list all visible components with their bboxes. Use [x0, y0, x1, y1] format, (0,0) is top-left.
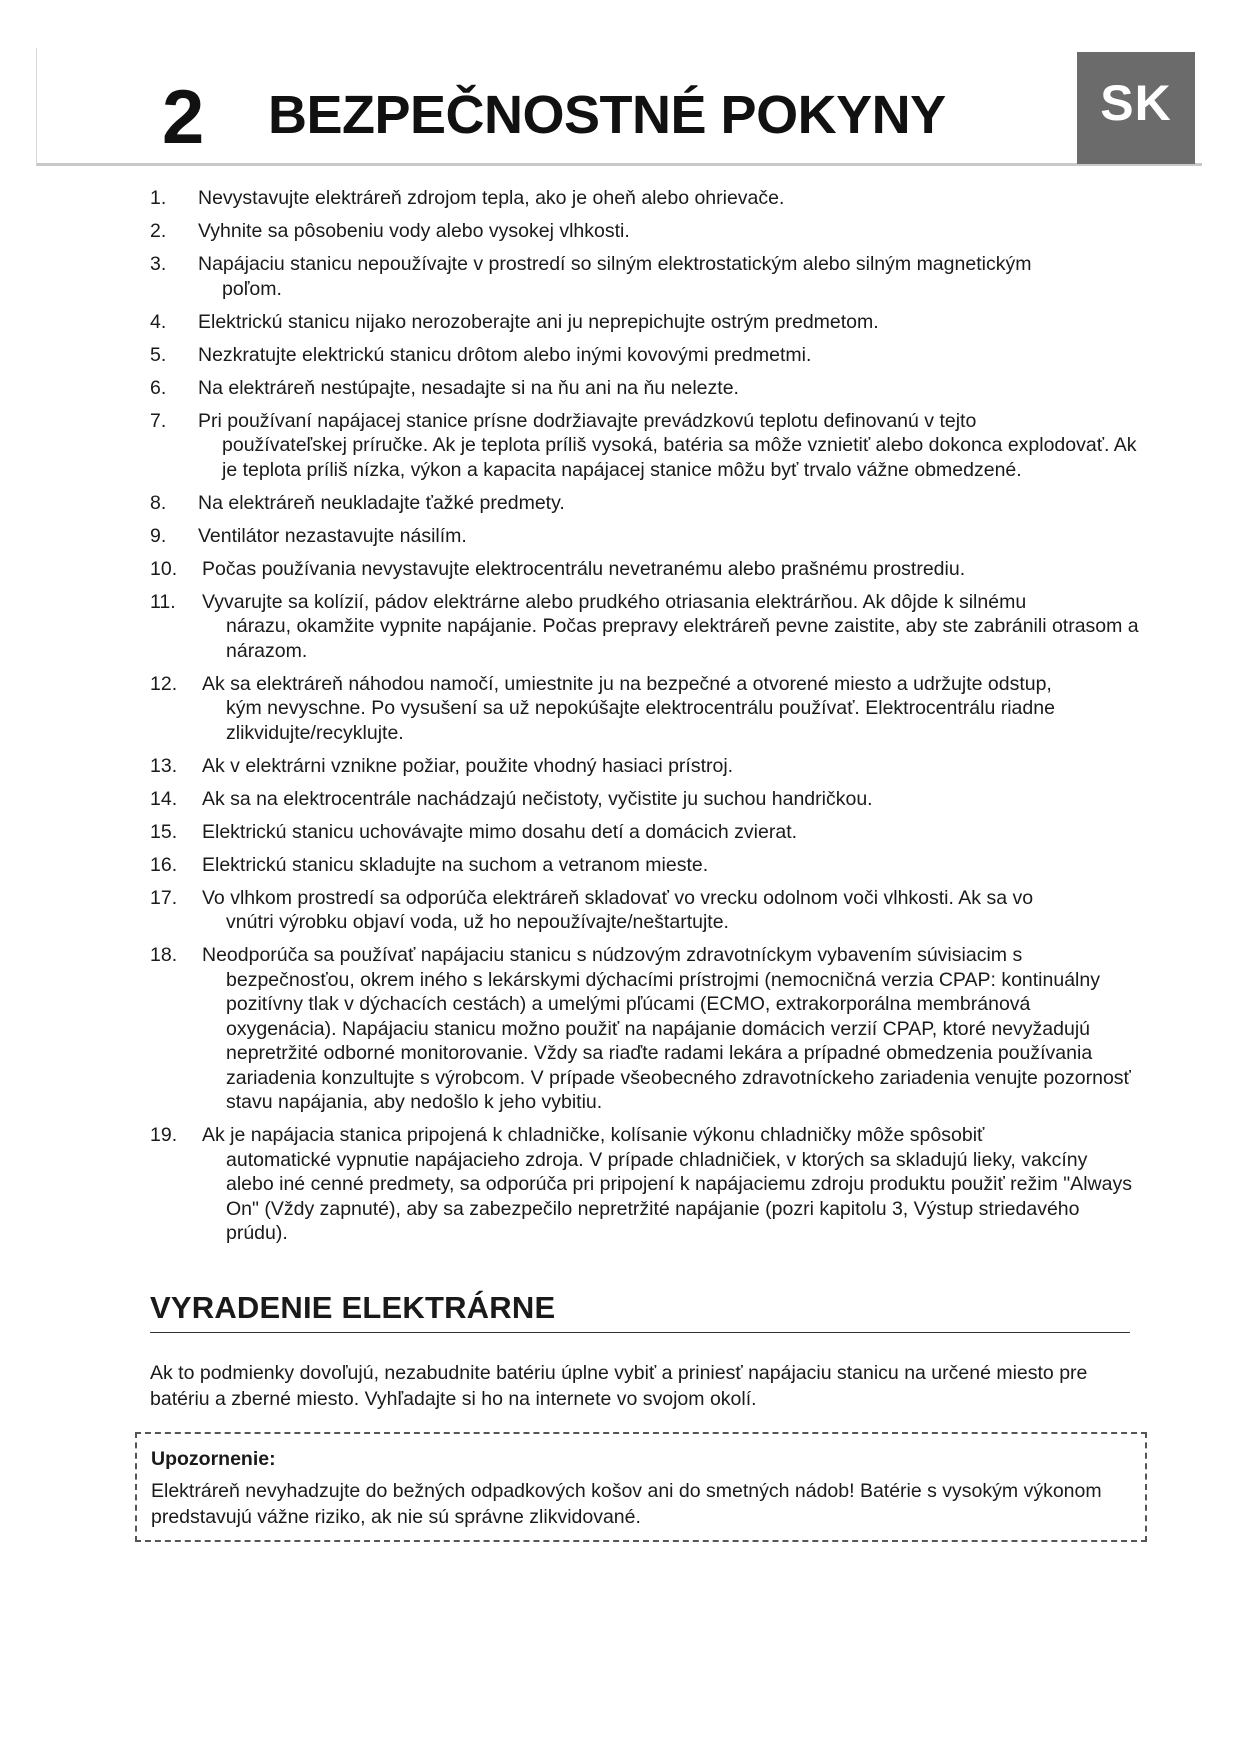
item-number: 7. — [150, 409, 167, 432]
item-text: Počas používania nevystavujte elektrocentrálu nevetranému alebo prašnému prostrediu. — [202, 557, 966, 580]
disposal-text: Ak to podmienky dovoľujú, nezabudnite batériu úplne vybiť a priniesť napájaciu stanicu na určené miesto pre batériu a zberné miesto. Vyhľadajte si ho na internete vo svojom okolí. — [150, 1362, 1088, 1410]
list-item — [150, 590, 1140, 664]
item-number: 13. — [150, 754, 178, 777]
item-text-continuation: používateľskej príručke. Ak je teplota príliš vysoká, batéria sa môže vznietiť alebo dokonca explodovať. Ak je teplota príliš nízka, výkon a kapacita napájacej stanice môžu byť trvalo vážne obmedzené. — [222, 434, 1137, 481]
list-item — [150, 376, 1140, 401]
warning-notice-box — [135, 1432, 1147, 1542]
item-text: Vyhnite sa pôsobeniu vody alebo vysokej vlhkosti. — [198, 220, 630, 242]
language-badge: SK — [1077, 52, 1195, 164]
item-text: Neodporúča sa používať napájaciu stanicu s núdzovým zdravotníckym vybavením súvisiacim s — [202, 944, 1023, 966]
chapter-number: 2 — [162, 75, 203, 160]
item-number: 11. — [150, 590, 176, 613]
item-text: Ak je napájacia stanica pripojená k chladničke, kolísanie výkonu chladničky môže spôsobiť — [202, 1124, 985, 1146]
item-text: Elektrickú stanicu nijako nerozoberajte ani ju neprepichujte ostrým predmetom. — [198, 310, 879, 333]
item-text-continuation: poľom. — [222, 277, 282, 300]
item-text: Vo vlhkom prostredí sa odporúča elektráreň skladovať vo vrecku odolnom voči vlhkosti. Ak sa vo — [202, 886, 1034, 909]
list-item — [150, 310, 1140, 335]
list-item — [150, 820, 1140, 845]
list-item — [150, 754, 1140, 779]
item-text-continuation: nárazu, okamžite vypnite napájanie. Počas prepravy elektráreň pevne zaistite, aby ste zabránili otrasom a nárazom. — [226, 615, 1139, 662]
item-text: Nezkratujte elektrickú stanicu drôtom alebo inými kovovými predmetmi. — [198, 343, 812, 366]
item-text-continuation: vnútri výrobku objaví voda, už ho nepoužívajte/neštartujte. — [226, 911, 729, 933]
item-text-continuation: automatické vypnutie napájacieho zdroja. V prípade chladničiek, v ktorých sa skladujú lieky, vakcíny alebo iné cenné predmety, sa odporúča pri pripojení k napájaciemu zdroju produktu použiť režim "Always On" (Vždy zapnuté), aby sa zabezpečilo nepretržité napájanie (pozri kapitolu 3, Výstup striedavého prúdu). — [226, 1148, 1132, 1244]
list-item — [150, 886, 1140, 935]
item-number: 17. — [150, 886, 178, 909]
item-number: 6. — [150, 376, 167, 399]
item-text: Na elektráreň nestúpajte, nesadajte si na ňu ani na ňu nelezte. — [198, 376, 739, 399]
item-number: 5. — [150, 343, 167, 366]
item-text: Vyvarujte sa kolízií, pádov elektrárne alebo prudkého otriasania elektrárňou. Ak dôjde k silnému — [202, 590, 1027, 613]
item-number: 12. — [150, 672, 178, 695]
item-number: 2. — [150, 220, 167, 242]
item-number: 19. — [150, 1124, 178, 1146]
list-item — [150, 853, 1140, 878]
item-number: 16. — [150, 853, 178, 876]
list-item — [150, 219, 1140, 244]
item-number: 15. — [150, 820, 178, 843]
item-number: 4. — [150, 310, 167, 333]
list-item — [150, 186, 1140, 211]
disposal-heading: VYRADENIE ELEKTRÁRNE — [150, 1290, 556, 1325]
item-text: Ak sa elektráreň náhodou namočí, umiestnite ju na bezpečné a otvorené miesto a udržujte odstup, — [202, 672, 1052, 695]
item-text: Ventilátor nezastavujte násilím. — [198, 524, 467, 547]
list-item — [150, 787, 1140, 812]
list-item — [150, 1123, 1140, 1246]
list-item — [150, 524, 1140, 549]
item-text: Na elektráreň neukladajte ťažké predmety. — [198, 491, 565, 514]
item-number: 18. — [150, 944, 178, 966]
item-text: Pri používaní napájacej stanice prísne dodržiavajte prevádzkovú teplotu definovanú v tejto — [198, 409, 977, 432]
notice-title: Upozornenie: — [151, 1448, 276, 1470]
item-number: 10. — [150, 557, 178, 580]
list-item — [150, 672, 1140, 746]
item-number: 8. — [150, 491, 167, 514]
section-divider — [150, 1332, 1130, 1333]
item-number: 1. — [150, 187, 167, 209]
item-text: Elektrickú stanicu skladujte na suchom a vetranom mieste. — [202, 853, 709, 876]
item-number: 9. — [150, 524, 167, 547]
item-text-continuation: bezpečnosťou, okrem iného s lekárskymi dýchacími prístrojmi (nemocničná verzia CPAP: kontinuálny pozitívny tlak v dýchacích cestách) a umelými pľúcami (ECMO, extrakorporálna membránová oxygenácia). Napájaciu stanicu možno použiť na napájanie domácich verzií CPAP, ktoré nevyžadujú nepretržité odborné monitorovanie. Vždy sa riaďte radami lekára a prípadné obmedzenia používania zariadenia konzultujte s výrobcom. V prípade všeobecného zdravotníckeho zariadenia venujte pozornosť stavu napájania, aby nedošlo k jeho vybitiu. — [226, 968, 1131, 1113]
item-text: Ak sa na elektrocentrále nachádzajú nečistoty, vyčistite ju suchou handričkou. — [202, 787, 873, 810]
list-item — [150, 491, 1140, 516]
page-title: BEZPEČNOSTNÉ POKYNY — [268, 85, 946, 145]
safety-instructions-list — [150, 186, 1140, 1254]
item-text-continuation: kým nevyschne. Po vysušení sa už nepokúšajte elektrocentrálu používať. Elektrocentrálu riadne zlikvidujte/recyklujte. — [226, 697, 1055, 744]
notice-text: Elektráreň nevyhadzujte do bežných odpadkových košov ani do smetných nádob! Batérie s vysokým výkonom predstavujú vážne riziko, ak nie sú správne zlikvidované. — [151, 1480, 1102, 1528]
list-item — [150, 409, 1140, 483]
list-item — [150, 557, 1140, 582]
list-item — [150, 252, 1140, 301]
item-text: Elektrickú stanicu uchovávajte mimo dosahu detí a domácich zvierat. — [202, 820, 798, 843]
item-text: Napájaciu stanicu nepoužívajte v prostredí so silným elektrostatickým alebo silným magnetickým — [198, 253, 1032, 275]
list-item — [150, 943, 1140, 1115]
item-text: Nevystavujte elektráreň zdrojom tepla, ako je oheň alebo ohrievače. — [198, 187, 785, 209]
item-text: Ak v elektrárni vznikne požiar, použite vhodný hasiaci prístroj. — [202, 754, 734, 777]
item-number: 3. — [150, 253, 167, 275]
list-item — [150, 343, 1140, 368]
item-number: 14. — [150, 787, 178, 810]
